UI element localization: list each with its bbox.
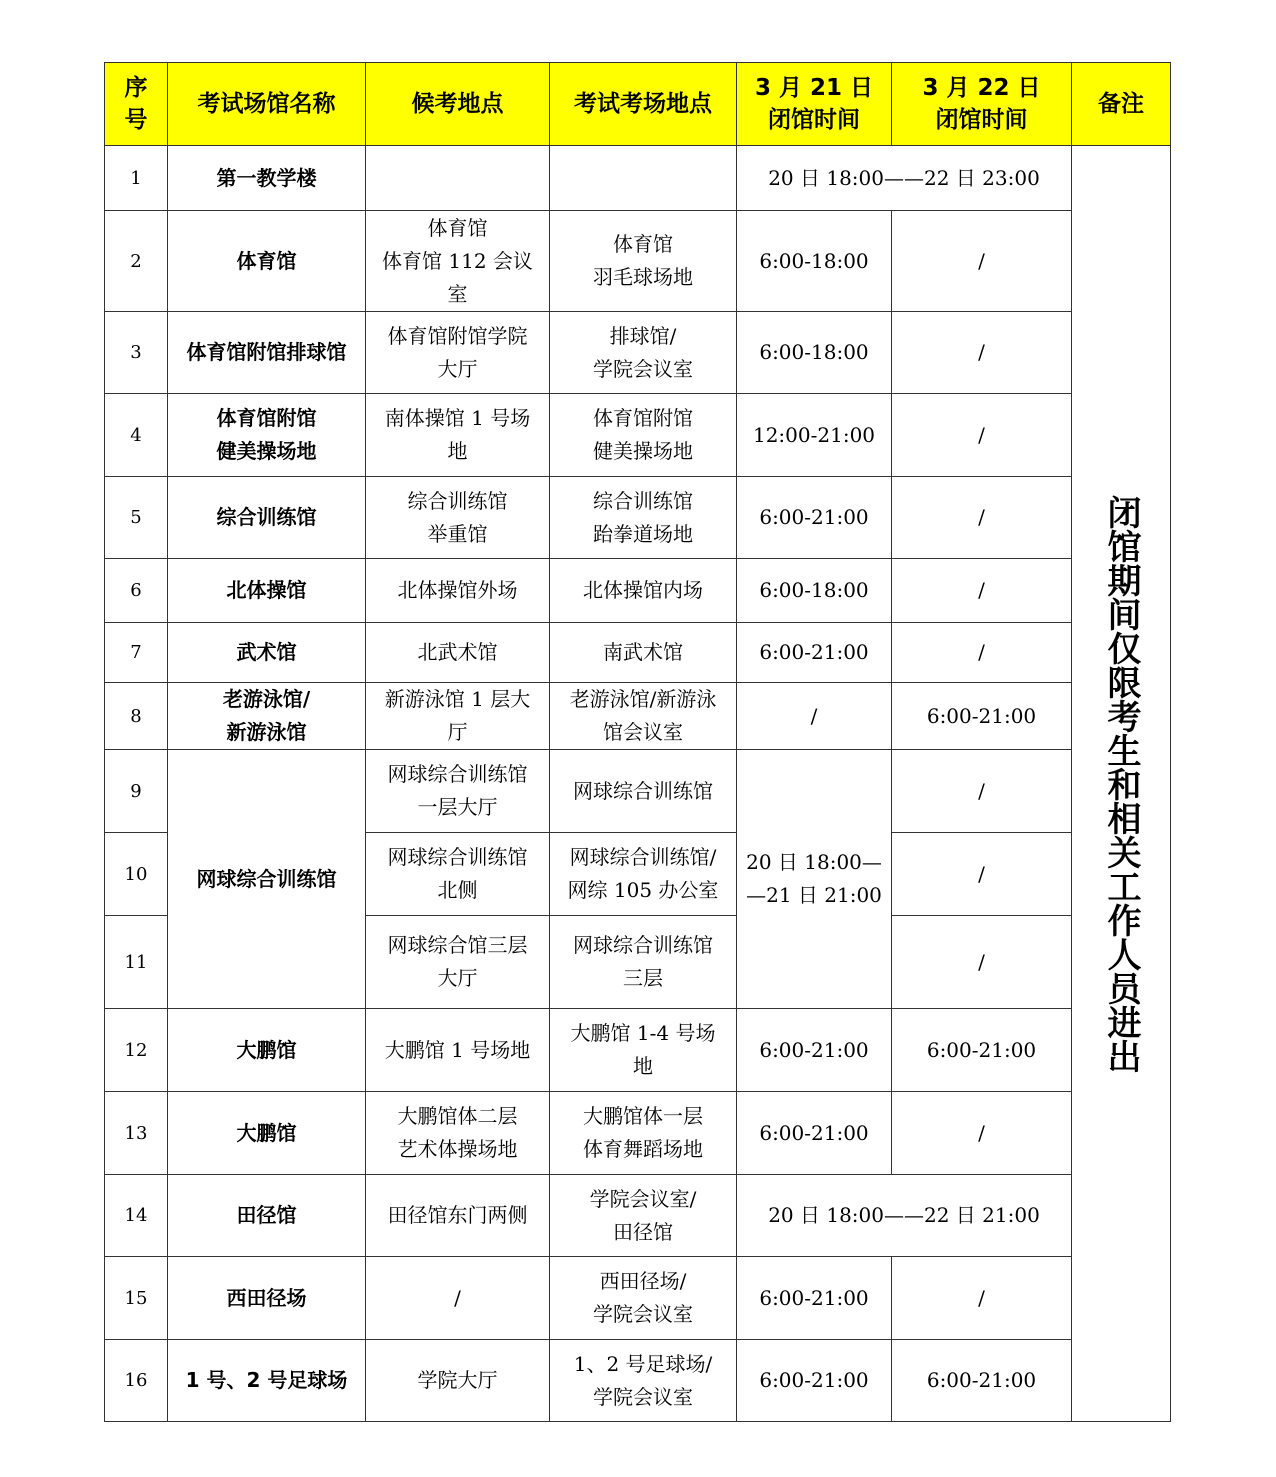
table-row [105,750,1171,833]
closure-time-22: / [892,916,1072,1009]
venue-name: 大鹏馆 [168,1009,366,1092]
closure-time-span: 20 日 18:00——22 日 21:00 [737,1175,1072,1257]
row-number: 3 [105,312,168,394]
waiting-location: 南体操馆 1 号场 地 [366,394,550,477]
row-number: 5 [105,477,168,559]
waiting-location: 网球综合训练馆 一层大厅 [366,750,550,833]
closure-time-22: / [892,623,1072,683]
header-close-22: 3 月 22 日 闭馆时间 [892,63,1072,146]
table-row [105,683,1171,750]
row-number: 1 [105,146,168,211]
exam-location: 北体操馆内场 [550,559,737,623]
venue-name: 体育馆附馆 健美操场地 [168,394,366,477]
header-row [105,63,1171,146]
header-remark: 备注 [1072,63,1171,146]
row-number: 13 [105,1092,168,1175]
exam-location: 网球综合训练馆 三层 [550,916,737,1009]
header-venue: 考试场馆名称 [168,63,366,146]
closure-time-21: 6:00-21:00 [737,477,892,559]
closure-time-22: 6:00-21:00 [892,1009,1072,1092]
waiting-location: 体育馆附馆学院 大厅 [366,312,550,394]
header-close-21: 3 月 21 日 闭馆时间 [737,63,892,146]
waiting-location: 新游泳馆 1 层大 厅 [366,683,550,750]
closure-time-21: 6:00-18:00 [737,312,892,394]
exam-location: 综合训练馆 跆拳道场地 [550,477,737,559]
closure-time-22: / [892,394,1072,477]
venue-name: 网球综合训练馆 [168,750,366,1009]
closure-time-21: 20 日 18:00— —21 日 21:00 [737,750,892,1009]
table-row [105,1092,1171,1175]
table-row [105,394,1171,477]
venue-name: 北体操馆 [168,559,366,623]
exam-location: 体育馆 羽毛球场地 [550,211,737,312]
closure-time-22: / [892,559,1072,623]
row-number: 2 [105,211,168,312]
row-number: 10 [105,833,168,916]
row-number: 12 [105,1009,168,1092]
closure-time-21: 6:00-18:00 [737,211,892,312]
table-row [105,1175,1171,1257]
header-waiting: 候考地点 [366,63,550,146]
row-number: 7 [105,623,168,683]
table-row [105,1257,1171,1340]
closure-time-21: / [737,683,892,750]
venue-name: 第一教学楼 [168,146,366,211]
waiting-location: 北武术馆 [366,623,550,683]
exam-location: 网球综合训练馆 [550,750,737,833]
waiting-location: 大鹏馆体二层 艺术体操场地 [366,1092,550,1175]
table-row [105,1340,1171,1422]
table-row [105,1009,1171,1092]
header-exam-site: 考试考场地点 [550,63,737,146]
venue-name: 体育馆 [168,211,366,312]
row-number: 9 [105,750,168,833]
venue-name: 田径馆 [168,1175,366,1257]
exam-location: 南武术馆 [550,623,737,683]
waiting-location: 网球综合馆三层 大厅 [366,916,550,1009]
exam-location: 西田径场/ 学院会议室 [550,1257,737,1340]
waiting-location: 田径馆东门两侧 [366,1175,550,1257]
closure-time-22: / [892,211,1072,312]
closure-time-22: / [892,312,1072,394]
waiting-location: 体育馆 体育馆 112 会议 室 [366,211,550,312]
exam-location: 学院会议室/ 田径馆 [550,1175,737,1257]
venue-name: 综合训练馆 [168,477,366,559]
closure-time-21: 6:00-18:00 [737,559,892,623]
closure-time-22: 6:00-21:00 [892,683,1072,750]
exam-location: 老游泳馆/新游泳 馆会议室 [550,683,737,750]
closure-time-21: 6:00-21:00 [737,1009,892,1092]
closure-time-21: 6:00-21:00 [737,1257,892,1340]
table-row [105,211,1171,312]
exam-location: 体育馆附馆 健美操场地 [550,394,737,477]
exam-location: 1、2 号足球场/ 学院会议室 [550,1340,737,1422]
waiting-location [366,146,550,211]
venue-name: 武术馆 [168,623,366,683]
closure-time-22: 6:00-21:00 [892,1340,1072,1422]
waiting-location: 网球综合训练馆 北侧 [366,833,550,916]
closure-time-21: 6:00-21:00 [737,1092,892,1175]
waiting-location: 综合训练馆 举重馆 [366,477,550,559]
closure-time-span: 20 日 18:00——22 日 23:00 [737,146,1072,211]
waiting-location: / [366,1257,550,1340]
venue-closure-table [104,62,1171,1422]
table-row [105,559,1171,623]
header-no: 序 号 [105,63,168,146]
row-number: 14 [105,1175,168,1257]
closure-time-21: 6:00-21:00 [737,1340,892,1422]
venue-name: 老游泳馆/ 新游泳馆 [168,683,366,750]
row-number: 8 [105,683,168,750]
venue-name: 西田径场 [168,1257,366,1340]
row-number: 11 [105,916,168,1009]
closure-time-22: / [892,750,1072,833]
exam-location: 排球馆/ 学院会议室 [550,312,737,394]
row-number: 4 [105,394,168,477]
venue-name: 体育馆附馆排球馆 [168,312,366,394]
waiting-location: 北体操馆外场 [366,559,550,623]
closure-time-22: / [892,833,1072,916]
exam-location [550,146,737,211]
closure-time-22: / [892,477,1072,559]
venue-name: 1 号、2 号足球场 [168,1340,366,1422]
waiting-location: 学院大厅 [366,1340,550,1422]
waiting-location: 大鹏馆 1 号场地 [366,1009,550,1092]
closure-time-21: 6:00-21:00 [737,623,892,683]
remark-note: 闭馆期间仅限考生和相关工作人员进出 [1072,146,1171,1422]
table-row [105,312,1171,394]
closure-time-21: 12:00-21:00 [737,394,892,477]
row-number: 15 [105,1257,168,1340]
row-number: 6 [105,559,168,623]
closure-time-22: / [892,1092,1072,1175]
row-number: 16 [105,1340,168,1422]
closure-time-22: / [892,1257,1072,1340]
table-row [105,623,1171,683]
table-row [105,477,1171,559]
exam-location: 网球综合训练馆/ 网综 105 办公室 [550,833,737,916]
exam-location: 大鹏馆 1-4 号场 地 [550,1009,737,1092]
exam-location: 大鹏馆体一层 体育舞蹈场地 [550,1092,737,1175]
venue-name: 大鹏馆 [168,1092,366,1175]
table-row [105,146,1171,211]
